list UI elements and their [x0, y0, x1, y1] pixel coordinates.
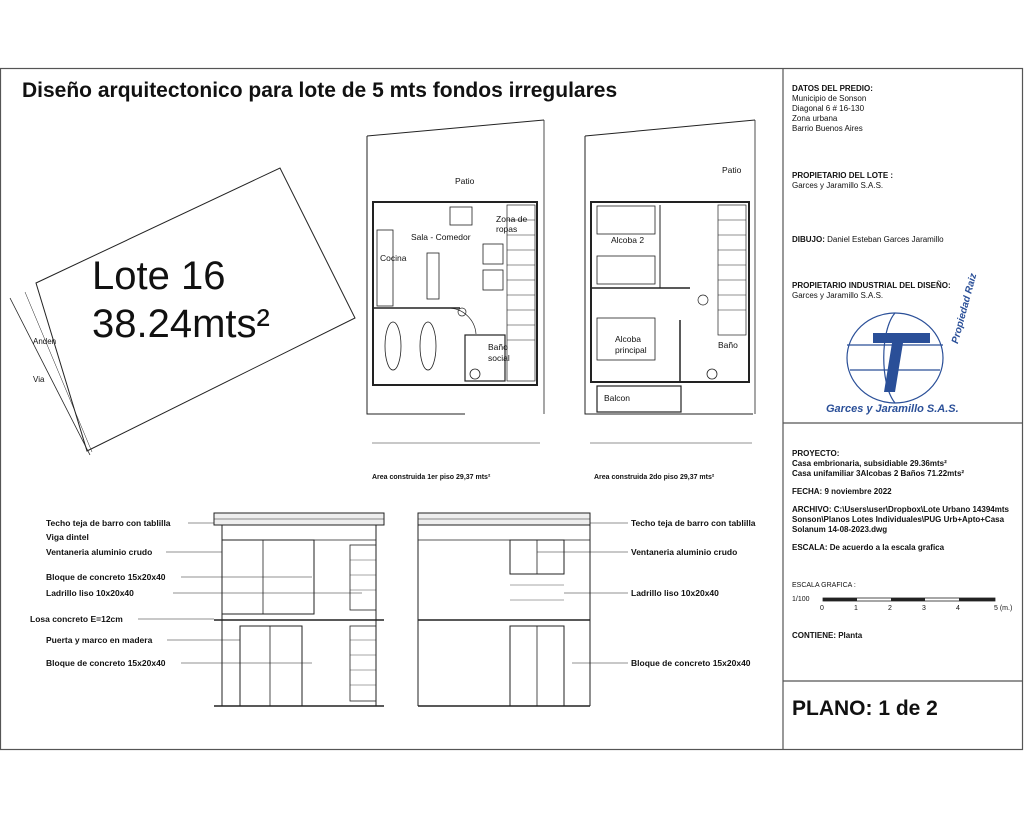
facade-left [214, 513, 384, 706]
predio-line-1: Municipio de Sonson [792, 94, 867, 103]
escala-grafica-label: ESCALA GRAFICA : [792, 582, 856, 589]
scale-tick-4: 4 [956, 605, 960, 612]
brand-name: Garces y Jaramillo S.A.S. [826, 403, 959, 415]
fr-label-ventaneria: Ventaneria aluminio crudo [631, 547, 738, 557]
logo-icon [847, 313, 943, 403]
f2-alcoba-principal: Alcoba principal [615, 334, 647, 356]
lot-name: Lote 16 [92, 254, 226, 298]
f1-patio: Patio [455, 176, 475, 186]
via-label: Via [33, 375, 45, 384]
scale-tick-1: 1 [854, 605, 858, 612]
f1-caption: Area construida 1er piso 29,37 mts² [372, 474, 491, 481]
scale-tick-3: 3 [922, 605, 926, 612]
owner-block [792, 171, 893, 191]
brand-vertical: Propiedad Raiz [950, 272, 980, 345]
escala-ratio: 1/100 [792, 596, 810, 603]
facade-right-leaders [537, 523, 628, 663]
facade-left-leaders [138, 523, 362, 663]
anden-line-2 [25, 292, 92, 452]
proyecto-line-1: Casa embrionaria, subsidiable 29.36mts² [792, 459, 947, 468]
f1-cocina: Cocina [380, 253, 407, 263]
fl-label-ladrillo: Ladrillo liso 10x20x40 [46, 588, 134, 598]
industrial-title: PROPIETARIO INDUSTRIAL DEL DISEÑO: [792, 281, 951, 290]
fl-label-puerta: Puerta y marco en madera [46, 635, 153, 645]
predio-block [792, 84, 873, 134]
scale-tick-2: 2 [888, 605, 892, 612]
scale-tick-0: 0 [820, 605, 824, 612]
escala: ESCALA: De acuerdo a la escala grafica [792, 543, 945, 552]
lot-label [92, 252, 270, 348]
fl-label-techo: Techo teja de barro con tablilla [46, 518, 171, 528]
industrial-value: Garces y Jaramillo S.A.S. [792, 291, 884, 300]
facade-right [418, 513, 590, 706]
fr-label-ladrillo: Ladrillo liso 10x20x40 [631, 588, 719, 598]
archivo: ARCHIVO: C:\Users\user\Dropbox\Lote Urbano 14394mts Sonson\Planos Lotes Individuales\PUG Urb+Apto+Casa Solanum 14-08-2023.dwg [792, 505, 1009, 534]
f2-caption: Area construida 2do piso 29,37 mts² [594, 474, 715, 481]
predio-line-2: Diagonal 6 # 16-130 [792, 104, 865, 113]
f2-patio: Patio [722, 165, 742, 175]
predio-title: DATOS DEL PREDIO: [792, 84, 873, 93]
scale-tick-5: 5 (m.) [994, 605, 1013, 612]
f1-bano-social: Baño social [488, 342, 510, 364]
plano-number: PLANO: 1 de 2 [792, 697, 938, 720]
f1-sala: Sala - Comedor [411, 232, 471, 242]
fl-label-ventaneria: Ventaneria aluminio crudo [46, 547, 153, 557]
f2-balcon: Balcon [604, 393, 630, 403]
fl-label-losa: Losa concreto E=12cm [30, 614, 123, 624]
dibujo-value: Daniel Esteban Garces Jaramillo [827, 235, 944, 244]
anden-label: Anden [33, 337, 57, 346]
fr-label-bloque: Bloque de concreto 15x20x40 [631, 658, 751, 668]
anden-line [10, 298, 90, 455]
scale-bar [823, 598, 995, 601]
f1-zona-ropas: Zona de ropas [496, 214, 528, 235]
fr-label-techo: Techo teja de barro con tablilla [631, 518, 756, 528]
fl-label-bloque-2: Bloque de concreto 15x20x40 [46, 658, 166, 668]
dibujo-label: DIBUJO: [792, 235, 825, 244]
proyecto-line-2: Casa unifamiliar 3Alcobas 2 Baños 71.22mts² [792, 469, 965, 478]
dibujo-block [792, 235, 944, 245]
contiene-value: CONTIENE: Planta [792, 631, 863, 640]
fecha: FECHA: 9 noviembre 2022 [792, 487, 892, 496]
proyecto-title: PROYECTO: [792, 449, 840, 458]
owner-title: PROPIETARIO DEL LOTE : [792, 171, 894, 180]
owner-value: Garces y Jaramillo S.A.S. [792, 181, 884, 190]
fl-label-viga: Viga dintel [46, 532, 89, 542]
contiene [792, 631, 862, 641]
drawing-title: Diseño arquitectonico para lote de 5 mts fondos irregulares [22, 79, 618, 102]
predio-line-4: Barrio Buenos Aires [792, 124, 863, 133]
predio-line-3: Zona urbana [792, 114, 838, 123]
fl-label-bloque-1: Bloque de concreto 15x20x40 [46, 572, 166, 582]
lot-area: 38.24mts² [92, 302, 270, 346]
proyecto-block [792, 449, 1018, 553]
industrial-block [792, 281, 951, 301]
floor1-plan [367, 120, 544, 443]
f2-alcoba2: Alcoba 2 [611, 235, 645, 245]
f2-bano: Baño [718, 340, 738, 350]
